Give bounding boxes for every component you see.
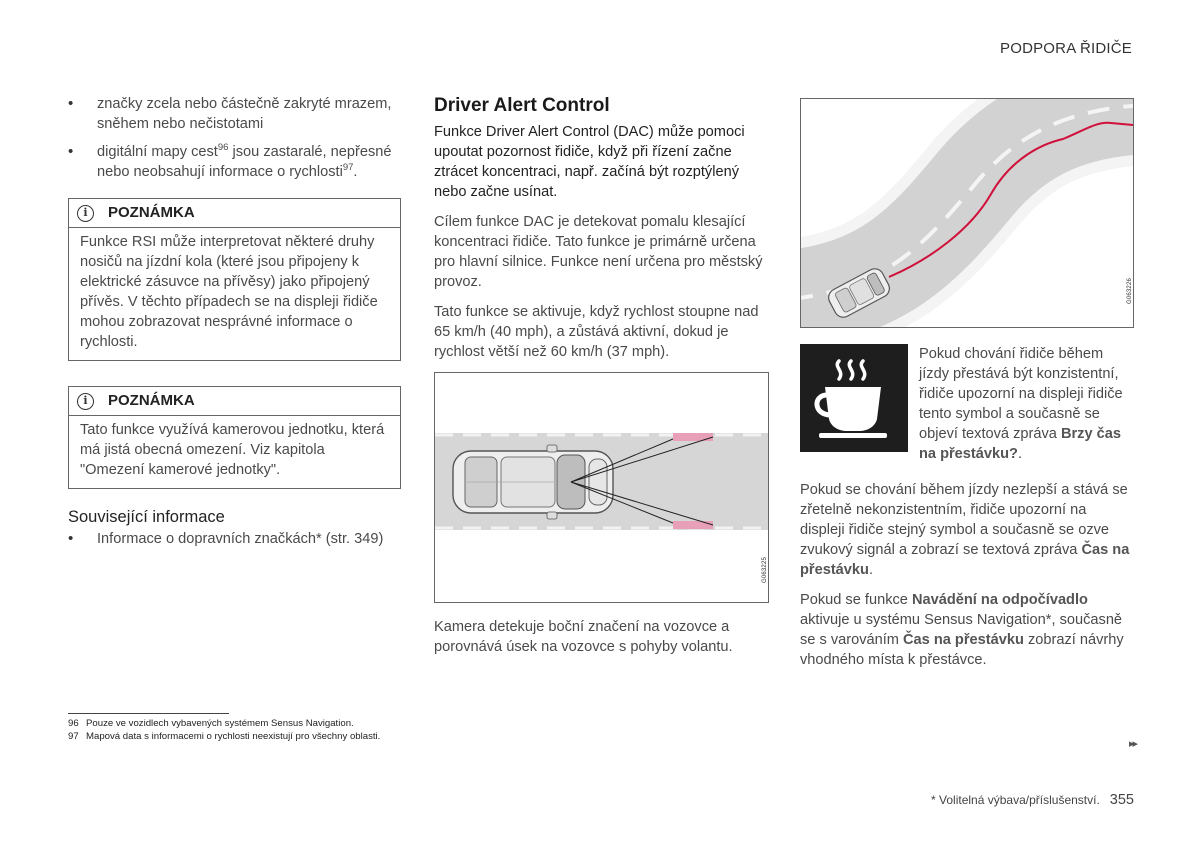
right-column [800, 98, 1134, 680]
note-title: POZNÁMKA [108, 392, 195, 409]
page-footer [931, 790, 1134, 810]
footnotes [68, 717, 380, 743]
conditions-list [68, 94, 401, 182]
footnote-divider [68, 713, 229, 714]
note-body: Tato funkce využívá kamerovou jednotku, která má jistá obecná omezení. Viz kapitola "Omezení kamerové jednotky". [80, 422, 385, 478]
list-item [68, 142, 401, 182]
footer-note: * Volitelná výbava/příslušenství. [931, 793, 1100, 807]
figure-code: G063225 [761, 556, 768, 584]
text: zobrazí návrhy vhodného místa k přestávce. [800, 632, 1124, 668]
figure-caption: Kamera detekuje boční značení na vozovce a porovnává úsek na vozovce s pohyby volantu. [434, 619, 733, 655]
footnote-ref-97[interactable]: 97 [342, 162, 354, 173]
related-link[interactable]: • Informace o dopravních značkách* (str. 349) [68, 529, 401, 549]
related-info-heading: Související informace [68, 508, 225, 526]
message-cas-na-prestavku: Čas na přestávku [800, 542, 1130, 578]
function-navadeni: Navádění na odpočívadlo [911, 592, 1088, 608]
footnote-96 [68, 717, 380, 730]
coffee-cup-icon [800, 344, 908, 452]
list-item-text: digitální mapy cest [97, 144, 218, 160]
note-body: Funkce RSI může interpretovat některé druhy nosičů na jízdní kola (které jsou připojeny k elektrické zásuvce na přívěsy) jako připojený přívěs. V těchto případech se na displeji řidiče mohou zobrazovat nesprávné informace o rychlosti. [80, 234, 378, 350]
text: aktivuje u systému Sensus Navigation*, současně se s varováním [800, 612, 1123, 648]
footnote-97 [68, 730, 380, 743]
road-drift-figure [800, 98, 1134, 328]
note-header [69, 199, 400, 228]
footnote-number: 97 [68, 731, 79, 742]
camera-detection-figure [434, 372, 769, 603]
text: Pokud se funkce [800, 592, 912, 608]
paragraph [800, 480, 1134, 580]
list-item-text: jsou zastaralé, nepřesné nebo neobsahují informace o rychlosti [97, 144, 392, 180]
info-icon: i [77, 393, 94, 410]
message-cas-na-prestavku: Čas na přestávku [903, 632, 1024, 648]
message-brzy-cas: Brzy čas na přestávku? [919, 426, 1122, 462]
text: Pokud se chování během jízdy nezlepší a stává se zřetelně nekonzistentním, řidiče upozorní na displeji řidiče stejný symbol a současně se ozve zvukový signál a zobrazí se textová zpráva [800, 482, 1128, 558]
lead-paragraph: Funkce Driver Alert Control (DAC) může pomoci upoutat pozornost řidiče, když při řízení začne ztrácet koncentraci, např. začíná být rozptýlený nebo začne usínat. [434, 124, 745, 200]
note-title: POZNÁMKA [108, 204, 195, 221]
page-title: Driver Alert Control [434, 95, 610, 116]
symbol-description [919, 344, 1134, 464]
footnote-text: Mapová data s informacemi o rychlosti neexistují pro všechny oblasti. [86, 731, 381, 742]
left-column [68, 94, 401, 557]
road-drift-illustration [801, 99, 1133, 327]
text: . [1017, 446, 1023, 462]
footnote-text: Pouze ve vozidlech vybavených systémem Sensus Navigation. [86, 718, 354, 729]
footnote-number: 96 [68, 718, 79, 729]
list-item: • značky zcela nebo částečně zakryté mrazem, sněhem nebo nečistotami [68, 94, 401, 134]
forward-arrows-icon[interactable]: ▸▸ [1128, 738, 1136, 750]
related-list [68, 529, 401, 549]
text: . [868, 562, 874, 578]
text: Pokud chování řidiče během jízdy přestává být konzistentní, řidiče upozorní na displeji řidiče tento symbol a současně se objeví textová zpráva [919, 346, 1123, 442]
camera-detection-illustration [435, 373, 768, 602]
paragraph: Cílem funkce DAC je detekovat pomalu klesající koncentraci řidiče. Tato funkce je primárně určena pro hlavní silnice. Funkce není určena pro městský provoz. [434, 214, 763, 290]
paragraph: Tato funkce se aktivuje, když rychlost stoupne nad 65 km/h (40 mph), a zůstává aktivní, dokud je rychlost větší než 60 km/h (37 mph). [434, 304, 759, 360]
middle-column [434, 94, 769, 657]
footnote-ref-96[interactable]: 96 [217, 142, 229, 153]
paragraph [800, 590, 1134, 670]
note-header [69, 387, 400, 416]
list-item-text: . [353, 164, 358, 180]
info-icon: i [77, 205, 94, 222]
coffee-symbol-row [800, 344, 1134, 464]
note-box [68, 198, 401, 361]
note-box [68, 386, 401, 489]
figure-code: G063226 [1126, 277, 1133, 305]
page-number: 355 [1109, 792, 1134, 808]
section-header: PODPORA ŘIDIČE [1000, 40, 1132, 57]
